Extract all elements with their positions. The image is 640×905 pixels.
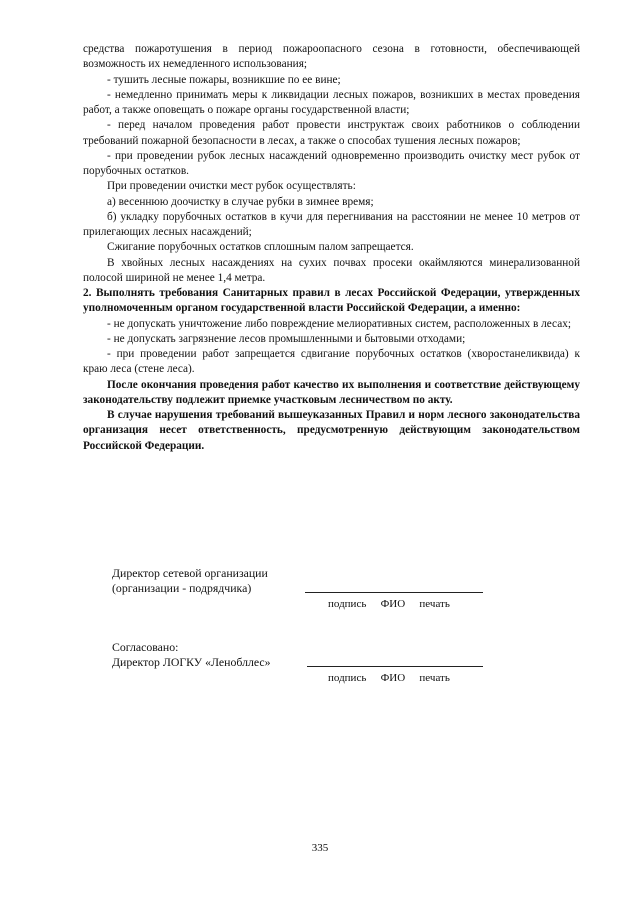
paragraph: - не допускать загрязнение лесов промышленными и бытовыми отходами; bbox=[107, 332, 466, 345]
page-number: 335 bbox=[311, 842, 329, 854]
paragraph: - тушить лесные пожары, возникшие по ее вине; bbox=[107, 73, 341, 86]
signature-block-contractor bbox=[112, 566, 268, 596]
paragraph: В случае нарушения требований вышеуказанных Правил и норм лесного законодательства организация несет ответственность, предусмотренную действующим законодательством Российской Федерации. bbox=[83, 409, 580, 452]
approval-label: Согласовано: bbox=[112, 640, 179, 654]
signature-caption: подпись ФИО печать bbox=[328, 598, 450, 610]
signature-line bbox=[307, 666, 483, 667]
document-body bbox=[83, 42, 580, 454]
paragraph: - немедленно принимать меры к ликвидации лесных пожаров, возникших в местах проведения работ, а также оповещать о пожаре органы государственной власти; bbox=[83, 88, 580, 116]
section-heading: 2. Выполнять требования Санитарных правил в лесах Российской Федерации, утвержденных уполномоченным органом государственной власти Российской Федерации, а именно: bbox=[83, 287, 580, 315]
paragraph: - при проведении работ запрещается сдвигание порубочных остатков (хворостанеликвида) к краю леса (стене леса). bbox=[83, 348, 580, 376]
paragraph: При проведении очистки мест рубок осуществлять: bbox=[107, 180, 356, 193]
paragraph: - перед началом проведения работ провести инструктаж своих работников о соблюдении требований пожарной безопасности в лесах, а также о способах тушения лесных пожаров; bbox=[83, 119, 580, 147]
paragraph: - не допускать уничтожение либо повреждение мелиоративных систем, расположенных в лесах; bbox=[107, 317, 571, 330]
paragraph: В хвойных лесных насаждениях на сухих почвах просеки окаймляются минерализованной полосой шириной не менее 1,4 метра. bbox=[83, 256, 580, 284]
signature-caption: подпись ФИО печать bbox=[328, 672, 450, 684]
signature-line bbox=[305, 592, 483, 593]
paragraph: б) укладку порубочных остатков в кучи для перегнивания на расстоянии не менее 10 метров от прилегающих лесных насаждений; bbox=[83, 210, 580, 238]
signature-block-approval bbox=[112, 640, 271, 670]
signer-title: Директор сетевой организации bbox=[112, 566, 268, 580]
paragraph: Сжигание порубочных остатков сплошным палом запрещается. bbox=[107, 241, 414, 254]
signer-title: Директор ЛОГКУ «Ленобллес» bbox=[112, 655, 271, 669]
paragraph: средства пожаротушения в период пожароопасного сезона в готовности, обеспечивающей возможность их немедленного использования; bbox=[83, 43, 580, 71]
paragraph: - при проведении рубок лесных насаждений одновременно производить очистку мест рубок от порубочных остатков. bbox=[83, 149, 580, 177]
paragraph: а) весеннюю доочистку в случае рубки в зимнее время; bbox=[107, 195, 374, 208]
paragraph: После окончания проведения работ качество их выполнения и соответствие действующему законодательству подлежит приемке участковым лесничеством по акту. bbox=[83, 378, 580, 406]
signer-subtitle: (организации - подрядчика) bbox=[112, 581, 252, 595]
